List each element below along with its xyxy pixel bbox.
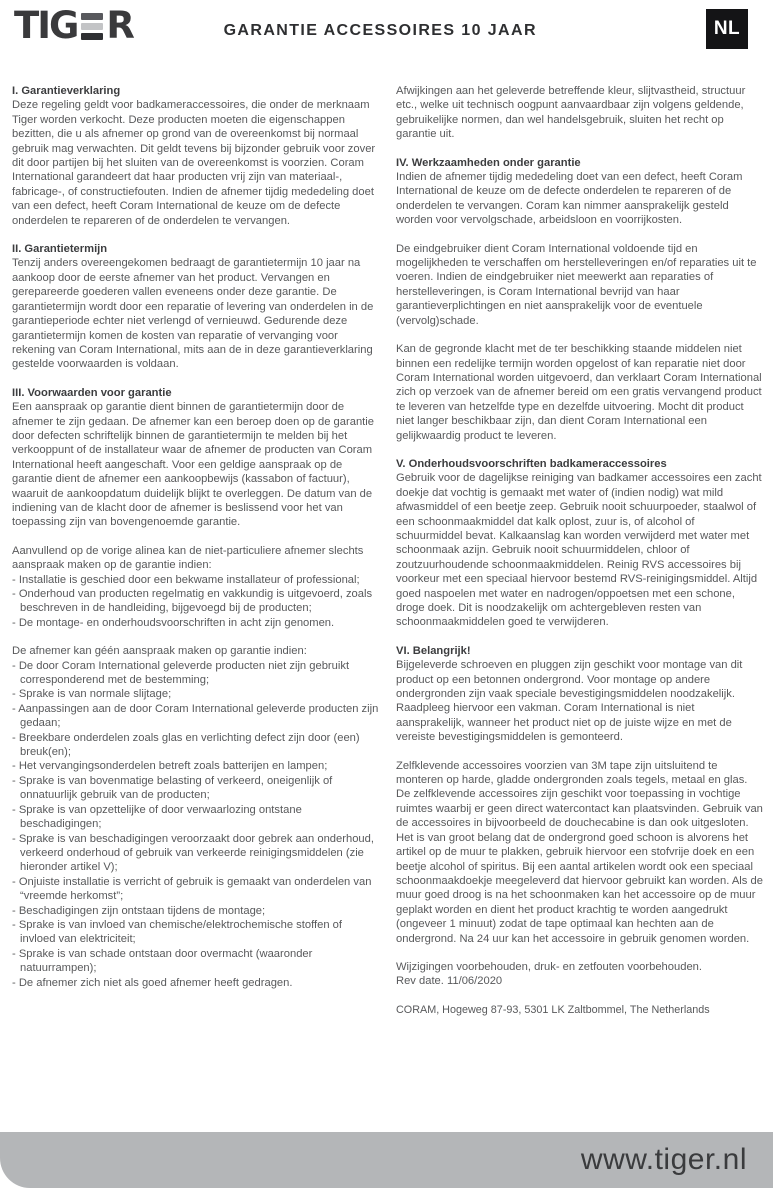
section-4-paragraph-3: Kan de gegronde klacht met de ter beschikking staande middelen niet binnen een redelijke termijn worden opgelost of kan reparatie niet door Coram International worden uitgevoerd, dan verklaart Coram International zich op verzoek van de afnemer bereid om een gratis vervangend product te leveren van hetzelfde type en dezelfde uitvoering. Mocht dit product niet langer beschikbaar zijn, dan dient Coram International een gelijkwaardig product te leveren. bbox=[396, 343, 762, 442]
page-title: GARANTIE ACCESSOIRES 10 JAAR bbox=[223, 22, 537, 39]
language-badge: NL bbox=[706, 9, 748, 49]
logo-letter-g: G bbox=[49, 4, 78, 47]
section-1-heading: I. Garantieverklaring bbox=[12, 85, 121, 97]
section-4-heading: IV. Werkzaamheden onder garantie bbox=[396, 156, 581, 169]
footer-bar bbox=[0, 1132, 773, 1188]
no-claim-item: - Het vervangingsonderdelen betreft zoals batterijen en lampen; bbox=[12, 760, 328, 773]
logo-letter-t: T bbox=[14, 4, 38, 47]
revision-note-line-2: Rev date. 11/06/2020 bbox=[396, 975, 503, 988]
no-claim-item: - Sprake is van invloed van chemische/elektrochemische stoffen of invloed van elektriciteit; bbox=[12, 918, 342, 946]
no-claim-item: - Aanpassingen aan de door Coram International geleverde producten zijn gedaan; bbox=[12, 702, 379, 730]
section-3-paragraph: Een aanspraak op garantie dient binnen de garantietermijn door de afnemer te zijn gedaan. De afnemer kan een beroep doen op de garantie door defecten schriftelijk binnen de garantietermijn te melden bij het verkooppunt of de installateur waar de afnemer de producten van Coram International heeft aangeschaft. Voor een geldige aanspraak op de garantie dient de afnemer een aankoopbewijs (kassabon of factuur), waaruit de aankoopdatum duidelijk blijkt te overleggen. De datum van de indiening van de klacht door de afnemer is beslissend voor het van toepassing zijn van bovengenoemde garantie. bbox=[12, 401, 374, 529]
no-claim-item: - De door Coram International geleverde producten niet zijn gebruikt corresponderend met de bestemming; bbox=[12, 659, 350, 687]
no-claim-item: - De afnemer zich niet als goed afnemer heeft gedragen. bbox=[12, 976, 293, 989]
supplement-conditions-block bbox=[12, 544, 379, 630]
document-header bbox=[0, 0, 773, 82]
no-claim-item: - Sprake is van schade ontstaan door overmacht (waaronder natuurrampen); bbox=[12, 947, 313, 975]
supplement-item: - De montage- en onderhoudsvoorschriften in acht zijn genomen. bbox=[12, 616, 335, 629]
no-claim-item: - Sprake is van bovenmatige belasting of verkeerd, oneigenlijk of onnatuurlijk gebruik van de producten; bbox=[12, 774, 333, 802]
section-3-heading: III. Voorwaarden voor garantie bbox=[12, 386, 172, 399]
revision-note-line-1: Wijzigingen voorbehouden, druk- en zetfouten voorbehouden. bbox=[396, 960, 703, 973]
section-6-heading: VI. Belangrijk! bbox=[396, 644, 471, 657]
section-5-paragraph: Gebruik voor de dagelijkse reiniging van badkamer accessoires een zacht doekje dat vochtig is gemaakt met water of (indien nodig) wat mild afwasmiddel of een beetje zeep. Gebruik nooit schuurpoeder, staalwol of een schoonmaakmiddel dat kalk oplost, zuur is, of alcohol of schuurmiddel bevat. Kalkaanslag kan worden verwijderd met water met schoonmaak azijn. Gebruik nooit schuurmiddelen, chloor of zoutzuurhoudende schoonmaakmiddelen. Reinig RVS accessoires bij voorkeur met een speciaal hiervoor bestemd RVS-reinigingsmiddel. Altijd goed naspoelen met water en nadrogen/oppoetsen met een schone, droge doek. Dit is noodzakelijk om achtergebleven resten van schoonmaakmiddelen goed te verwijderen. bbox=[396, 472, 762, 629]
supplement-item: - Installatie is geschied door een bekwame installateur of professional; bbox=[12, 573, 360, 586]
document-body bbox=[0, 82, 773, 1017]
no-claim-conditions-block bbox=[12, 644, 379, 990]
section-4-paragraph-1: Indien de afnemer tijdig mededeling doet van een defect, heeft Coram International de keuze om de defecte onderdelen te repareren of de onderdelen te vervangen. Coram kan nimmer aansprakelijk gesteld worden voor vervolgschade, arbeidsloon en voorrijkosten. bbox=[396, 171, 743, 227]
no-claim-item: - Breekbare onderdelen zoals glas en verlichting defect zijn door (een) breuk(en); bbox=[12, 731, 360, 759]
no-claim-item: - Sprake is van normale slijtage; bbox=[12, 688, 172, 701]
deviations-paragraph: Afwijkingen aan het geleverde betreffende kleur, slijtvastheid, structuur etc., welke uit technisch oogpunt aanvaardbaar zijn volgens geldende, gebruikelijke normen, dan wel handelsgebruik, sluiten het recht op garantie uit. bbox=[396, 85, 746, 141]
section-6-paragraph-2: Zelfklevende accessoires voorzien van 3M tape zijn uitsluitend te monteren op harde, gladde ondergronden zoals tegels, metaal en glas. De zelfklevende accessoires zijn geschikt voor toepassing in vochtige ruimtes waarbij er geen direct watercontact kan plaatsvinden. Gebruik van de accessoires in bijvoorbeeld de douchecabine is dan ook uitgesloten. Het is van groot belang dat de ondergrond goed schoon is alvorens het artikel op de muur te plakken, gebruik hiervoor een stofvrije doek en een beetje alcohol of spiritus. Bij een aantal artikelen wordt ook een speciaal schoonmaakdoekje meegeleverd dat hiervoor gebruikt kan worden. Als de muur goed droog is na het schoonmaken kan het accessoire op de muur geplakt worden en dient het product krachtig te worden aangedrukt (ongeveer 1 minuut) zodat de tape optimaal kan hechten aan de ondergrond. Na 24 uur kan het accessoire in gebruik genomen worden. bbox=[396, 759, 763, 945]
section-4-paragraph-2: De eindgebruiker dient Coram International voldoende tijd en mogelijkheden te verschaffen om herstelleveringen en/of reparaties uit te voeren. Indien de eindgebruiker niet meewerkt aan reparaties of herstelleveringen, is Coram International bevrijd van haar garantieverplichtingen en niet aansprakelijk voor de eventuele (vervolg)schade. bbox=[396, 242, 757, 327]
logo-letter-i: I bbox=[37, 4, 50, 47]
left-column bbox=[12, 84, 379, 1017]
tiger-logo bbox=[14, 4, 133, 47]
section-5-heading: V. Onderhoudsvoorschriften badkameraccessoires bbox=[396, 457, 667, 470]
website-link[interactable]: www.tiger.nl bbox=[580, 1143, 747, 1176]
logo-letter-r: R bbox=[106, 4, 133, 47]
no-claim-item: - Sprake is van beschadigingen veroorzaakt door gebrek aan onderhoud, verkeerd onderhoud of gebruik van verkeerde reinigingsmiddelen (zie hieronder artikel V); bbox=[12, 832, 374, 874]
no-claim-item: - Sprake is van opzettelijke of door verwaarlozing ontstane beschadigingen; bbox=[12, 803, 302, 831]
company-address: CORAM, Hogeweg 87-93, 5301 LK Zaltbommel, The Netherlands bbox=[396, 1003, 710, 1016]
supplement-intro: Aanvullend op de vorige alinea kan de niet-particuliere afnemer slechts aanspraak maken op de garantie indien: bbox=[12, 544, 364, 572]
no-claim-item: - Onjuiste installatie is verricht of gebruik is gemaakt van onderdelen van “vreemde herkomst”; bbox=[12, 875, 372, 903]
section-2-heading: II. Garantietermijn bbox=[12, 243, 108, 256]
no-claim-intro: De afnemer kan géén aanspraak maken op garantie indien: bbox=[12, 645, 307, 658]
section-1-paragraph: Deze regeling geldt voor badkameraccessoires, die onder de merknaam Tiger worden verkocht. Deze producten moeten die eigenschappen bezitten, die u als afnemer op grond van de overeenkomst bij normaal gebruik mag verwachten. Dit geldt tevens bij bijzonder gebruik voor zover dit door partijen bij het sluiten van de overeenkomst is voorzien. Coram International garandeert dat haar producten vrij zijn van materiaal-, fabricage-, of constructiefouten. Indien de afnemer tijdig mededeling doet van een defect, heeft Coram International de keuze om de defecte onderdelen te repareren of de onderdelen te vervangen. bbox=[12, 99, 376, 227]
section-2-paragraph: Tenzij anders overeengekomen bedraagt de garantietermijn 10 jaar na aankoop door de eerste afnemer van het product. Vervangen en gerepareerde goederen vallen eveneens onder deze garantie. De garantietermijn wordt door een reparatie of levering van onderdelen in de garantieperiode echter niet verlengd of vernieuwd. Gedurende deze garantietermijn komen de kosten van reparatie of vervanging voor rekening van Coram International, mits aan de in deze garantieverklaring gestelde voorwaarden is voldaan. bbox=[12, 257, 374, 371]
section-6-paragraph-1: Bijgeleverde schroeven en pluggen zijn geschikt voor montage van dit product op een betonnen ondergrond. Voor montage op andere ondergronden zijn vaak speciale bevestigingsmiddelen noodzakelijk. Raadpleeg hiervoor een vakman. Coram International is niet aansprakelijk, wanneer het product niet op de juiste wijze en met de vereiste bevestigingsmiddelen is gemonteerd. bbox=[396, 659, 743, 744]
logo-stylized-e-icon bbox=[81, 13, 103, 40]
no-claim-item: - Beschadigingen zijn ontstaan tijdens de montage; bbox=[12, 904, 266, 917]
right-column bbox=[396, 84, 763, 1017]
supplement-item: - Onderhoud van producten regelmatig en vakkundig is uitgevoerd, zoals beschreven in de handleiding, bijgevoegd bij de producten; bbox=[12, 588, 373, 615]
